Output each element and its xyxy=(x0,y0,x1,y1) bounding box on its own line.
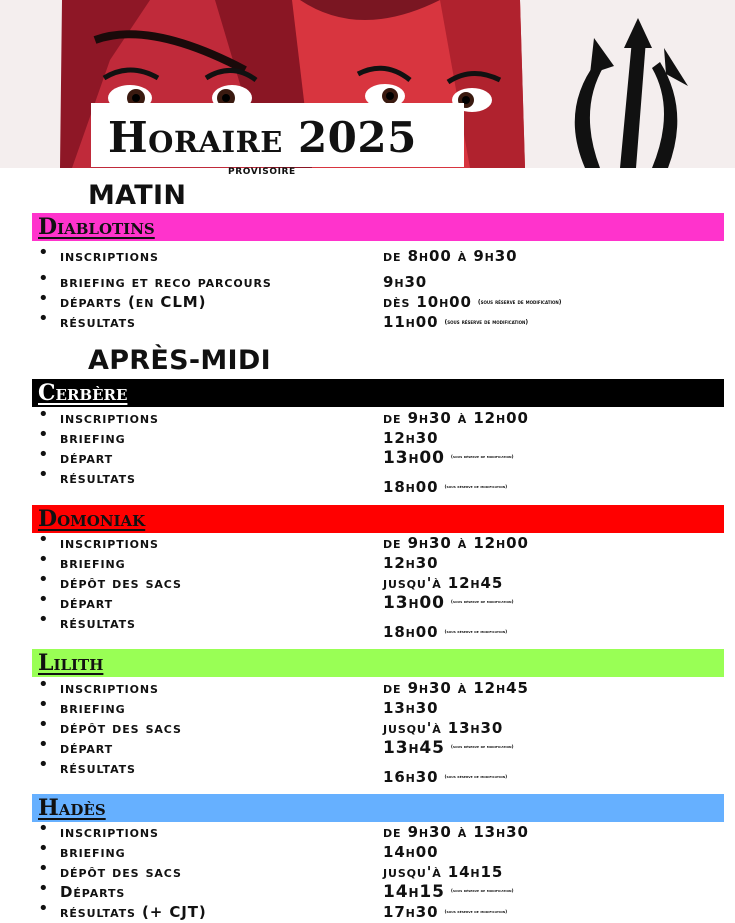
bullet-icon: • xyxy=(38,674,49,695)
list-item xyxy=(0,288,735,312)
row-label: résultats xyxy=(60,614,136,632)
note-text: (sous réserve de modification) xyxy=(450,600,514,605)
row-value: de 9h30 à 12h45 xyxy=(383,679,529,697)
list-item xyxy=(0,444,735,468)
list-item xyxy=(0,734,735,758)
row-label: dépôt des sacs xyxy=(60,719,182,737)
bullet-icon: • xyxy=(38,858,49,879)
row-label: inscriptions xyxy=(60,409,159,427)
row-label: résultats xyxy=(60,759,136,777)
note-text: (sous réserve de modification) xyxy=(444,909,508,915)
row-value-with-note: 18h00 (sous réserve de modification) xyxy=(383,623,508,641)
row-label: briefing xyxy=(60,699,126,717)
race-name-diablotins: Diablotins xyxy=(38,214,155,240)
bullet-icon: • xyxy=(38,609,49,630)
list-item xyxy=(0,714,735,738)
list-item xyxy=(0,694,735,718)
row-label: départs (en CLM) xyxy=(60,293,207,311)
note-text: (sous réserve de modification) xyxy=(444,774,508,780)
row-value: de 8h00 à 9h30 xyxy=(383,247,518,265)
row-label: résultats xyxy=(60,469,136,487)
page-subtitle: provisoire xyxy=(228,163,296,178)
bullet-icon: • xyxy=(38,818,49,839)
row-label: départ xyxy=(60,594,114,612)
row-value: de 9h30 à 13h30 xyxy=(383,823,529,841)
list-item xyxy=(0,838,735,862)
band-hades xyxy=(32,794,724,822)
list-item xyxy=(0,609,735,641)
row-value-with-note: 13h00 (sous réserve de modification) xyxy=(383,448,514,468)
list-item xyxy=(0,529,735,553)
bullet-icon: • xyxy=(38,549,49,570)
row-value: de 9h30 à 12h00 xyxy=(383,534,529,552)
list-item xyxy=(0,268,735,292)
row-value: jusqu'à 12h45 xyxy=(383,574,504,592)
bullet-icon: • xyxy=(38,569,49,590)
bullet-icon: • xyxy=(38,694,49,715)
bullet-icon: • xyxy=(38,878,49,899)
row-label: Départs xyxy=(60,883,126,901)
row-value: jusqu'à 13h30 xyxy=(383,719,504,737)
list-item xyxy=(0,674,735,698)
bullet-icon: • xyxy=(38,242,49,263)
row-value: 14h00 xyxy=(383,843,439,861)
bullet-icon: • xyxy=(38,714,49,735)
bullet-icon: • xyxy=(38,268,49,289)
row-label: inscriptions xyxy=(60,247,159,265)
list-item xyxy=(0,464,735,496)
row-label: briefing xyxy=(60,554,126,572)
bullet-icon: • xyxy=(38,308,49,329)
row-label: départ xyxy=(60,449,114,467)
list-item xyxy=(0,549,735,573)
bullet-icon: • xyxy=(38,444,49,465)
section-afternoon: APRÈS-MIDI xyxy=(88,345,271,376)
page-title: Horaire 2025 xyxy=(108,113,417,162)
list-item xyxy=(0,818,735,842)
list-item xyxy=(0,878,735,902)
row-value-with-note: 13h00 (sous réserve de modification) xyxy=(383,593,514,613)
row-label: dépôt des sacs xyxy=(60,863,182,881)
bullet-icon: • xyxy=(38,529,49,550)
race-name-hades: Hadès xyxy=(38,795,106,821)
note-text: (sous réserve de modification) xyxy=(450,889,514,894)
list-item xyxy=(0,858,735,882)
row-value: 12h30 xyxy=(383,429,439,447)
list-item xyxy=(0,404,735,428)
row-label: départ xyxy=(60,739,114,757)
race-name-domoniak: Domoniak xyxy=(38,506,146,532)
row-label: résultats (+ CJT) xyxy=(60,903,207,921)
row-label: résultats xyxy=(60,313,136,331)
note-text: (sous réserve de modification) xyxy=(477,298,562,306)
row-value-with-note: dès 10h00 (sous réserve de modification) xyxy=(383,293,562,311)
row-value-with-note: 14h15 (sous réserve de modification) xyxy=(383,882,514,902)
row-value: 13h30 xyxy=(383,699,439,717)
note-text: (sous réserve de modification) xyxy=(450,745,514,750)
row-label: briefing xyxy=(60,843,126,861)
bullet-icon: • xyxy=(38,424,49,445)
row-value: 12h30 xyxy=(383,554,439,572)
row-value-with-note: 18h00 (sous réserve de modification) xyxy=(383,478,508,496)
row-label: inscriptions xyxy=(60,679,159,697)
list-item xyxy=(0,898,735,922)
row-value-with-note: 17h30 (sous réserve de modification) xyxy=(383,903,508,921)
bullet-icon: • xyxy=(38,589,49,610)
band-lilith xyxy=(32,649,724,677)
bullet-icon: • xyxy=(38,404,49,425)
row-label: inscriptions xyxy=(60,823,159,841)
row-value-with-note: 13h45 (sous réserve de modification) xyxy=(383,738,514,758)
row-value-with-note: 11h00 (sous réserve de modification) xyxy=(383,313,529,331)
row-label: briefing xyxy=(60,429,126,447)
race-name-cerbere: Cerbère xyxy=(38,380,128,406)
section-morning: MATIN xyxy=(88,180,187,211)
row-value: jusqu'à 14h15 xyxy=(383,863,504,881)
bullet-icon: • xyxy=(38,898,49,919)
list-item xyxy=(0,589,735,613)
row-value-with-note: 16h30 (sous réserve de modification) xyxy=(383,768,508,786)
list-item xyxy=(0,569,735,593)
note-text: (sous réserve de modification) xyxy=(444,318,529,326)
list-item xyxy=(0,754,735,786)
bullet-icon: • xyxy=(38,838,49,859)
note-text: (sous réserve de modification) xyxy=(444,484,508,490)
row-label: inscriptions xyxy=(60,534,159,552)
row-value: 9h30 xyxy=(383,273,428,291)
bullet-icon: • xyxy=(38,288,49,309)
bullet-icon: • xyxy=(38,734,49,755)
note-text: (sous réserve de modification) xyxy=(444,629,508,635)
band-cerbere xyxy=(32,379,724,407)
band-diablotins xyxy=(32,213,724,241)
race-name-lilith: Lilith xyxy=(38,650,104,676)
band-domoniak xyxy=(32,505,724,533)
row-value: de 9h30 à 12h00 xyxy=(383,409,529,427)
list-item xyxy=(0,308,735,332)
row-label: briefing et reco parcours xyxy=(60,273,272,291)
bullet-icon: • xyxy=(38,754,49,775)
list-item xyxy=(0,242,735,266)
note-text: (sous réserve de modification) xyxy=(450,455,514,460)
list-item xyxy=(0,424,735,448)
bullet-icon: • xyxy=(38,464,49,485)
row-label: dépôt des sacs xyxy=(60,574,182,592)
